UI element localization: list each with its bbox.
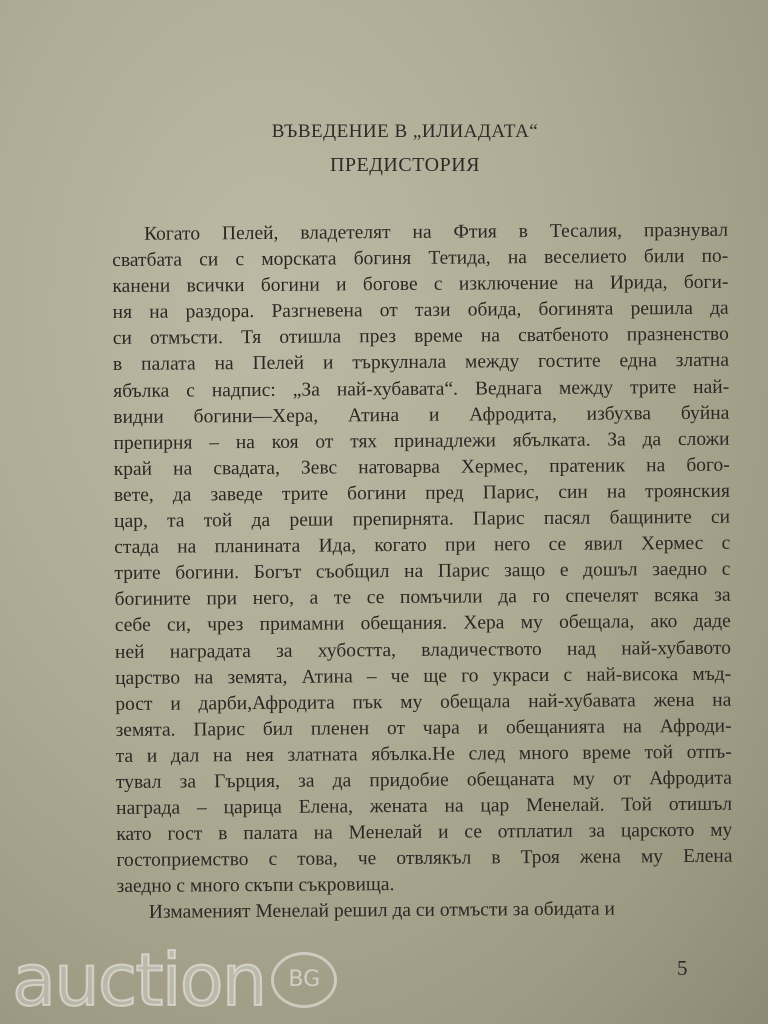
text-line: ней наградата за хубостта, владичеството над най-хубавото: [114, 637, 732, 663]
text-line: стада на планината Ида, когато при него се явил Хермес с: [114, 532, 731, 559]
watermark-badge: BG: [271, 952, 337, 1008]
text-line: тувал за Гърция, за да придобие обещаната му от Афродита: [115, 767, 732, 793]
watermark-logo: auction: [12, 938, 266, 1022]
text-line: видни богини—Хера, Атина и Афродита, избухва буйна: [113, 402, 730, 428]
text-line: та и дал на нея златната ябълка.Не след много време той отпъ-: [115, 741, 732, 767]
text-line: награда – царица Елена, жената на цар Менелай. Той отишъл: [116, 793, 733, 820]
text-line: рост и дарби,Афродита пък му обещала най-хубавата жена на: [115, 689, 732, 715]
chapter-subtitle: ПРЕДИСТОРИЯ: [329, 154, 480, 176]
text-line: като гост в палата на Менелай и се отплатил за царското му: [116, 819, 733, 846]
text-line: вете, да заведе трите богини пред Парис, син на троянския: [113, 480, 730, 506]
body-text: [112, 218, 733, 927]
text-line: край на свадата, Зевс натоварва Хермес, пратеник на бого-: [113, 454, 730, 480]
text-line: в палата на Пелей и търкулнала между гостите една златна: [112, 350, 730, 376]
text-line: заедно с много скъпи съкровища.: [116, 874, 395, 898]
text-line: ябълка с надпис: „За най-хубавата“. Веднага между трите най-: [113, 376, 730, 402]
text-line: канени всички богини и богове с изключение на Ирида, боги-: [112, 271, 729, 298]
text-line: си отмъсти. Тя отишла през време на сватбеното празненство: [112, 324, 729, 350]
text-line: богините при него, а те се помъчили да го спечелят всяка за: [114, 585, 731, 611]
text-line: себе си, чрез примамни обещания. Хера му обещала, ако даде: [114, 611, 731, 637]
text-line: Когато Пелей, владетелят на Фтия в Тесалия, празнувал: [144, 219, 729, 245]
text-line: препирня – на коя от тях принадлежи ябълката. За да сложи: [113, 428, 730, 454]
page-number: 5: [677, 956, 688, 980]
text-line: трите богини. Богът съобщил на Парис защо е дошъл заедно с: [114, 558, 731, 585]
text-line: цар, та той да реши препирнята. Парис пасял бащините си: [114, 506, 731, 533]
text-line: сватбата си с морската богиня Тетида, на веселието били по-: [112, 245, 729, 272]
text-line: царство на земята, Атина – че ще го украси с най-висока мъд-: [115, 663, 732, 689]
text-line: гостоприемство с това, че отвлякъл в Троя жена му Елена: [116, 845, 733, 872]
text-line: ня на раздора. Разгневена от тази обида, богинята решила да: [112, 297, 729, 324]
text-line: земята. Парис бил пленен от чара и обещанията на Афроди-: [115, 715, 732, 741]
watermark: [12, 940, 337, 1020]
text-line: Измаменият Менелай решил да си отмъсти за обидата и: [148, 898, 615, 924]
chapter-title: ВЪВЕДЕНИЕ В „ИЛИАДАТА“: [271, 121, 539, 142]
